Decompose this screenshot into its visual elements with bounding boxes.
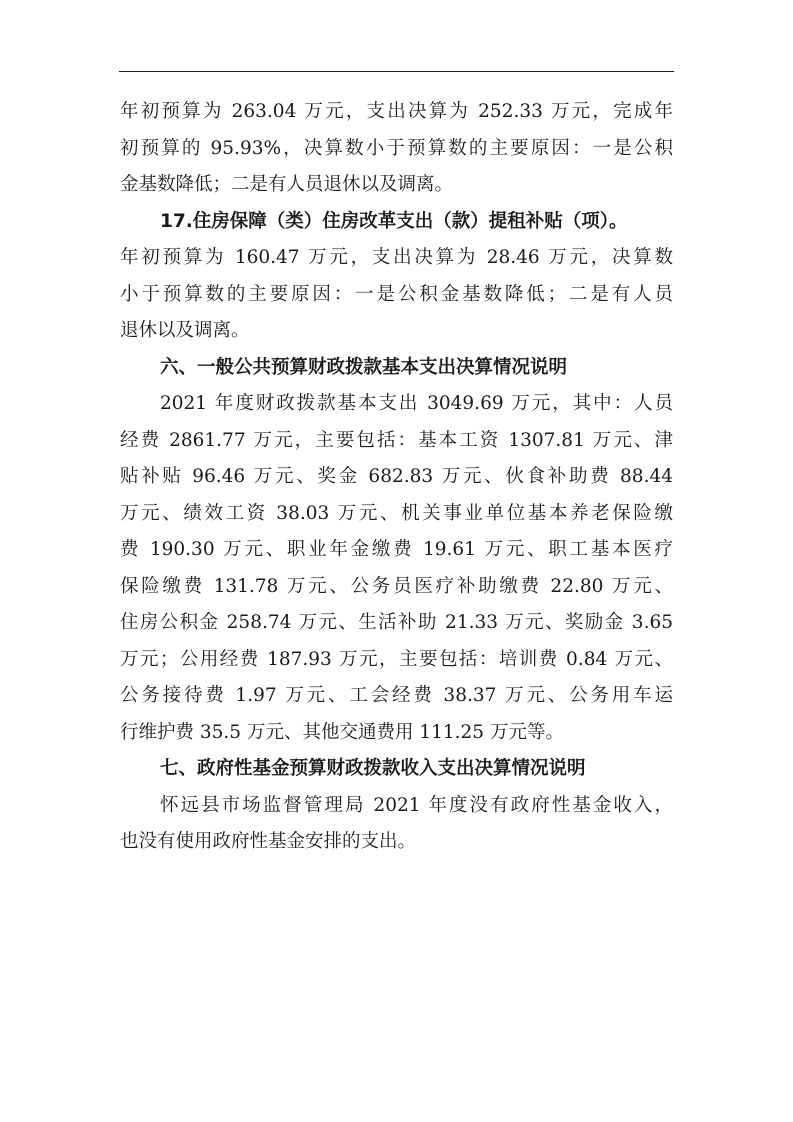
section-heading: 六、一般公共预算财政拨款基本支出决算情况说明 <box>160 356 568 378</box>
item-heading: 17.住房保障（类）住房改革支出（款）提租补贴（项）。 <box>160 210 628 232</box>
paragraph-line: 保险缴费 131.78 万元、公务员医疗补助缴费 22.80 万元、 <box>120 575 673 597</box>
paragraph-line: 万元、绩效工资 38.03 万元、机关事业单位基本养老保险缴 <box>120 502 673 524</box>
paragraph-line: 年初预算为 160.47 万元，支出决算为 28.46 万元，决算数 <box>120 247 673 268</box>
paragraph-line: 也没有使用政府性基金安排的支出。 <box>120 831 417 852</box>
paragraph-line: 费 190.30 万元、职业年金缴费 19.61 万元、职工基本医疗 <box>120 539 673 560</box>
header-rule <box>119 71 674 72</box>
paragraph-line: 初预算的 95.93%，决算数小于预算数的主要原因：一是公积 <box>120 137 673 159</box>
paragraph-line: 怀远县市场监督管理局 2021 年度没有政府性基金收入， <box>160 794 673 816</box>
paragraph-line: 住房公积金 258.74 万元、生活补助 21.33 万元、奖励金 3.65 <box>120 612 673 633</box>
section-heading: 七、政府性基金预算财政拨款收入支出决算情况说明 <box>160 758 586 779</box>
paragraph-line: 退休以及调离。 <box>120 320 250 341</box>
paragraph-line: 贴补贴 96.46 万元、奖金 682.83 万元、伙食补助费 88.44 <box>120 466 673 487</box>
document-body <box>120 94 673 861</box>
paragraph-line: 行维护费 35.5 万元、其他交通费用 111.25 万元等。 <box>120 721 564 743</box>
paragraph-line: 年初预算为 263.04 万元，支出决算为 252.33 万元，完成年 <box>120 101 673 122</box>
paragraph-line: 公务接待费 1.97 万元、工会经费 38.37 万元、公务用车运 <box>120 685 673 706</box>
paragraph-line: 金基数降低；二是有人员退休以及调离。 <box>120 174 454 195</box>
paragraph-line: 万元；公用经费 187.93 万元，主要包括：培训费 0.84 万元、 <box>120 648 673 670</box>
paragraph-line: 小于预算数的主要原因：一是公积金基数降低；二是有人员 <box>120 283 673 305</box>
paragraph-line: 经费 2861.77 万元，主要包括：基本工资 1307.81 万元、津 <box>120 429 673 451</box>
paragraph-line: 2021 年度财政拨款基本支出 3049.69 万元，其中：人员 <box>160 393 673 414</box>
